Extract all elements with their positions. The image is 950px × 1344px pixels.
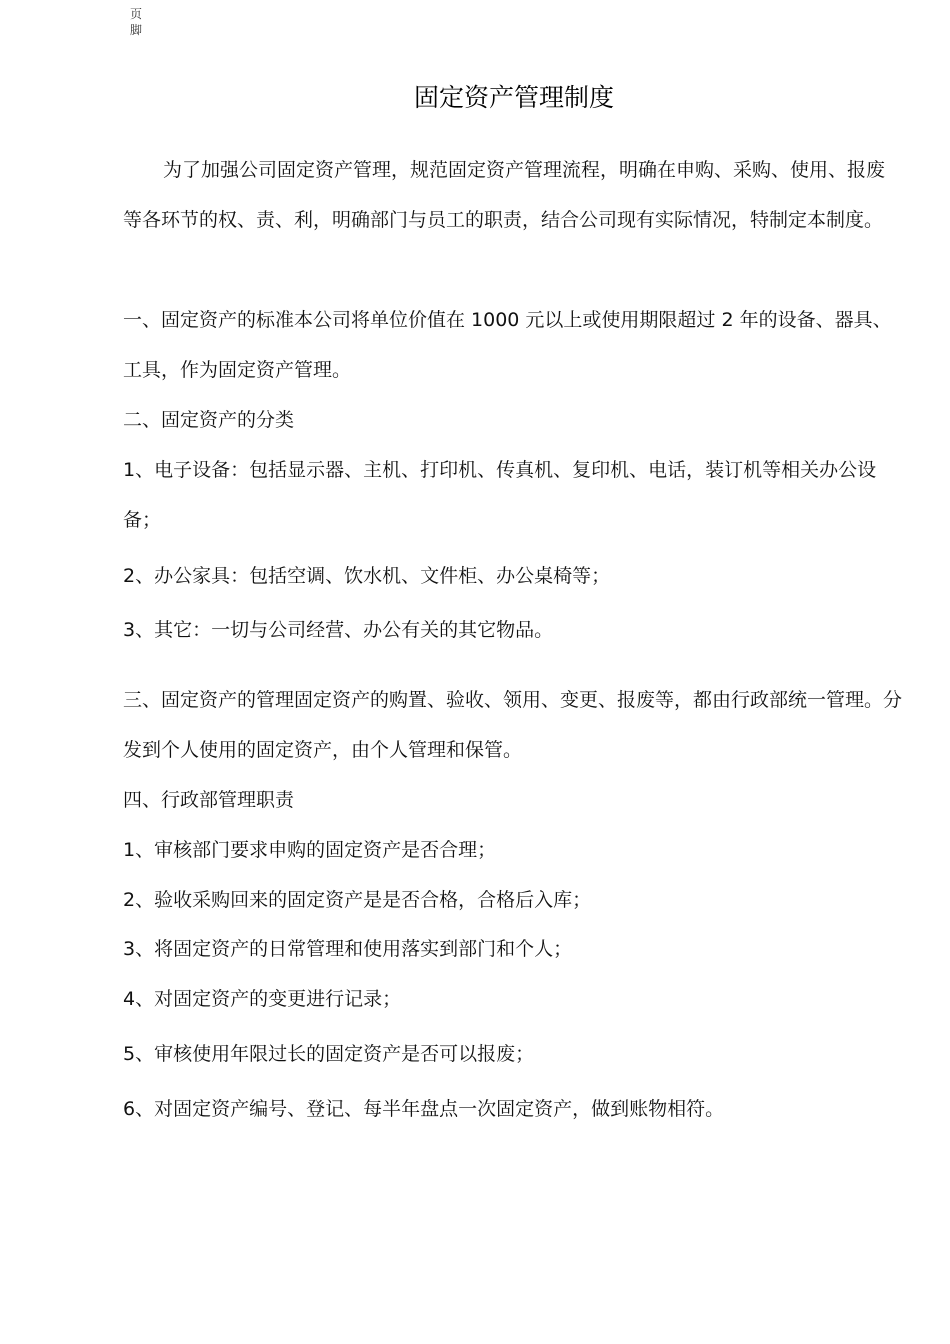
section-3-management: 三、固定资产的管理固定资产的购置、验收、领用、变更、报废等，都由行政部统一管理。分发到个人使用的固定资产，由个人管理和保管。 <box>123 689 903 761</box>
section-4-item-6: 6、对固定资产编号、登记、每半年盘点一次固定资产，做到账物相符。 <box>123 1098 725 1120</box>
section-4-item-5: 5、审核使用年限过长的固定资产是否可以报废； <box>123 1043 535 1065</box>
section-4-item-1: 1、审核部门要求申购的固定资产是否合理； <box>123 839 497 861</box>
section-2-item-3: 3、其它：一切与公司经营、办公有关的其它物品。 <box>123 619 554 641</box>
section-4-heading: 四、行政部管理职责 <box>123 789 295 811</box>
section-4-item-4: 4、对固定资产的变更进行记录； <box>123 988 402 1010</box>
intro-paragraph: 为了加强公司固定资产管理，规范固定资产管理流程，明确在申购、采购、使用、报废等各环节的权、责、利，明确部门与员工的职责，结合公司现有实际情况，特制定本制度。 <box>123 159 886 231</box>
section-4-item-2: 2、验收采购回来的固定资产是是否合格，合格后入库； <box>123 889 592 911</box>
section-2-heading: 二、固定资产的分类 <box>123 409 295 431</box>
section-2-item-2: 2、办公家具：包括空调、饮水机、文件柜、办公桌椅等； <box>123 565 611 587</box>
document-title: 固定资产管理制度 <box>413 83 614 112</box>
section-2-item-1: 1、电子设备：包括显示器、主机、打印机、传真机、复印机、电话，装订机等相关办公设备； <box>123 459 877 531</box>
section-1-standard: 一、固定资产的标准本公司将单位价值在 1000 元以上或使用期限超过 2 年的设备、器具、工具，作为固定资产管理。 <box>123 309 892 381</box>
section-4-item-3: 3、将固定资产的日常管理和使用落实到部门和个人； <box>123 938 573 960</box>
header-mark: 页脚 <box>130 7 143 37</box>
